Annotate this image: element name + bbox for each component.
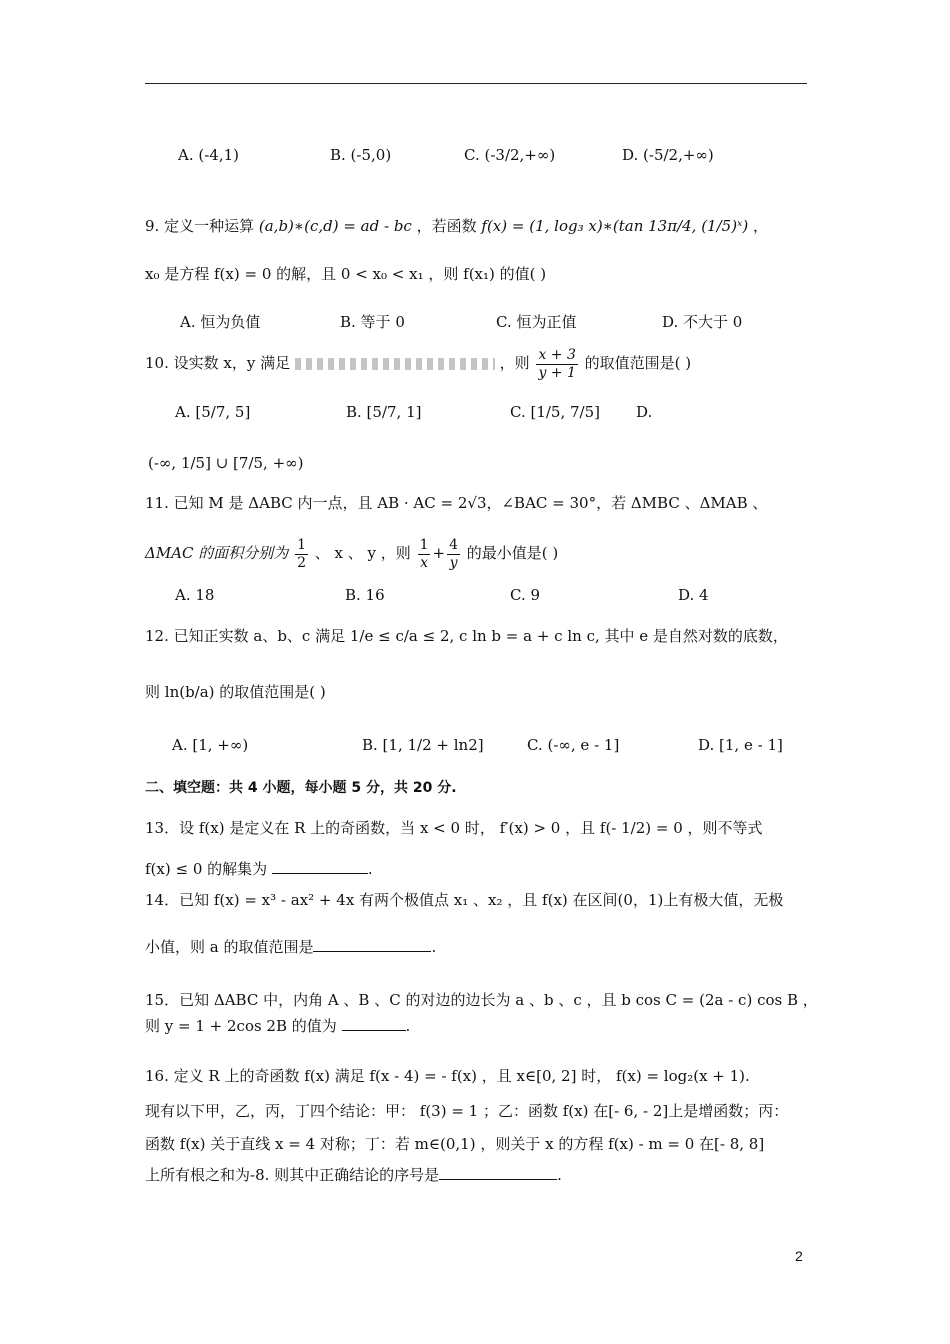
q12-option-b: B. [1, 1/2 + ln2]: [362, 736, 484, 754]
q11-option-c: C. 9: [510, 586, 541, 604]
q8-option-b: B. (-5,0): [330, 146, 392, 164]
q11-stem-line1: 11. 已知 M 是 ΔABC 内一点，且 AB · AC = 2√3，∠BAC = 30°，若 ΔMBC 、ΔMAB 、: [145, 494, 768, 512]
q15-stem-line2: [145, 1016, 410, 1036]
q9-stem-text-a: 9. 定义一种运算: [145, 217, 255, 235]
q10-fraction-numerator: x + 3: [538, 346, 576, 363]
q11-option-d: D. 4: [678, 586, 709, 604]
q14-stem-line1: 14．已知 f(x) = x³ - ax² + 4x 有两个极值点 x₁ 、x₂ ，且 f(x) 在区间(0，1)上有极大值，无极: [145, 891, 784, 909]
q16-answer-blank[interactable]: [439, 1179, 557, 1180]
q12-stem-line2: 则 ln(b/a) 的取值范围是( ): [145, 683, 326, 701]
q13-stem-line2: [145, 859, 373, 879]
page-number: 2: [795, 1248, 803, 1264]
q10-option-d-value: (-∞, 1/5] ∪ [7/5, +∞): [148, 454, 304, 472]
q13-answer-blank[interactable]: [272, 873, 368, 874]
q11-stem-text-a: ΔMAC 的面积分别为: [145, 544, 289, 562]
q14-stem-line2: [145, 937, 436, 957]
q15-stem-text: 则 y = 1 + 2cos 2B 的值为: [145, 1017, 342, 1035]
q10-stem: [145, 346, 691, 382]
q11-stem-text-c: 的最小值是( ): [466, 544, 559, 562]
q10-stem-text-a: 10. 设实数 x，y 满足: [145, 354, 291, 372]
q9-option-d: D. 不大于 0: [662, 313, 743, 331]
q11-fraction-half: $\frac{1}{2}$: [297, 536, 306, 571]
q9-option-b: B. 等于 0: [340, 313, 405, 331]
q11-option-a: A. 18: [175, 586, 215, 604]
q11-fraction-4y: $\frac{4}{y}$: [449, 536, 458, 571]
q15-answer-blank[interactable]: [342, 1030, 406, 1031]
q12-option-c: C. (-∞, e - 1]: [527, 736, 620, 754]
q13-stem-line1: 13．设 f(x) 是定义在 R 上的奇函数，当 x < 0 时， f′(x) > 0 ，且 f(- 1/2) = 0 ，则不等式: [145, 819, 763, 837]
q14-stem-text: 小值，则 a 的取值范围是: [145, 938, 314, 956]
q9-operation: (a,b)∗(c,d) = ad - bc: [258, 217, 412, 235]
q16-stem-line3: 函数 f(x) 关于直线 x = 4 对称；丁：若 m∈(0,1) ，则关于 x 的方程 f(x) - m = 0 在[- 8, 8]: [145, 1135, 765, 1153]
q9-option-a: A. 恒为负值: [180, 313, 261, 331]
q13-stem-text: f(x) ≤ 0 的解集为: [145, 860, 272, 878]
q12-stem-line1: 12. 已知正实数 a、b、c 满足 1/e ≤ c/a ≤ 2, c ln b = a + c ln c, 其中 e 是自然对数的底数，: [145, 627, 788, 645]
q14-answer-blank[interactable]: [313, 951, 431, 952]
q16-stem-line4: [145, 1165, 562, 1185]
q16-stem-line2: 现有以下甲，乙，丙，丁四个结论：甲： f(3) = 1 ；乙：函数 f(x) 在[- 6, - 2]上是增函数；丙：: [145, 1102, 789, 1120]
q11-fraction-1x: $\frac{1}{x}$: [419, 536, 429, 571]
q15-period: .: [405, 1017, 411, 1035]
q9-function: f(x) = (1, log₃ x)∗(tan 13π/4, (1/5)ˣ): [481, 217, 749, 235]
q12-option-a: A. [1, +∞): [172, 736, 249, 754]
header-rule: [145, 83, 807, 84]
q11-stem-line2: ΔMAC 的面积分别为 $\frac{1}{2}$ 、 x 、 y ，则 $\frac{1}{x}$ + $\frac{4}{y}$ 的最小值是( ): [145, 536, 559, 571]
q9-stem-line2: x₀ 是方程 f(x) = 0 的解，且 0 < x₀ < x₁ ，则 f(x₁) 的值( ): [145, 265, 547, 283]
q10-stem-text-b: ，则: [499, 354, 530, 372]
q16-stem-text: 上所有根之和为-8. 则其中正确结论的序号是: [145, 1166, 440, 1184]
q10-option-b: B. [5/7, 1]: [346, 403, 422, 421]
q13-period: .: [367, 860, 373, 878]
q10-option-c: C. [1/5, 7/5]: [510, 403, 600, 421]
q14-period: .: [431, 938, 437, 956]
q9-stem-text-c: ，: [753, 217, 769, 235]
q8-option-d: D. (-5/2,+∞): [622, 146, 714, 164]
q9-stem-line1: [145, 216, 768, 236]
q9-stem-text-b: ，若函数: [416, 217, 477, 235]
q12-option-d: D. [1, e - 1]: [698, 736, 783, 754]
q8-option-a: A. (-4,1): [178, 146, 239, 164]
q10-option-a: A. [5/7, 5]: [175, 403, 251, 421]
constraint-image-placeholder: [295, 358, 495, 370]
q15-stem-line1: 15．已知 ΔABC 中，内角 A 、B 、C 的对边的边长为 a 、b 、c ，且 b cos C = (2a - c) cos B ，: [145, 991, 818, 1009]
q16-stem-line1: 16. 定义 R 上的奇函数 f(x) 满足 f(x - 4) = - f(x) ，且 x∈[0, 2] 时， f(x) = log₂(x + 1).: [145, 1067, 750, 1085]
q11-stem-text-b: 、 x 、 y ，则: [314, 544, 411, 562]
q16-period: .: [557, 1166, 562, 1184]
q10-fraction-denominator: y + 1: [538, 364, 576, 381]
section-heading-fill-in: 二、填空题：共 4 小题，每小题 5 分，共 20 分.: [145, 780, 457, 796]
q10-fraction: [536, 347, 577, 382]
q10-option-d: D.: [636, 403, 653, 421]
q8-option-c: C. (-3/2,+∞): [464, 146, 556, 164]
q9-option-c: C. 恒为正值: [496, 313, 577, 331]
q11-option-b: B. 16: [345, 586, 385, 604]
q10-stem-text-c: 的取值范围是( ): [584, 354, 692, 372]
